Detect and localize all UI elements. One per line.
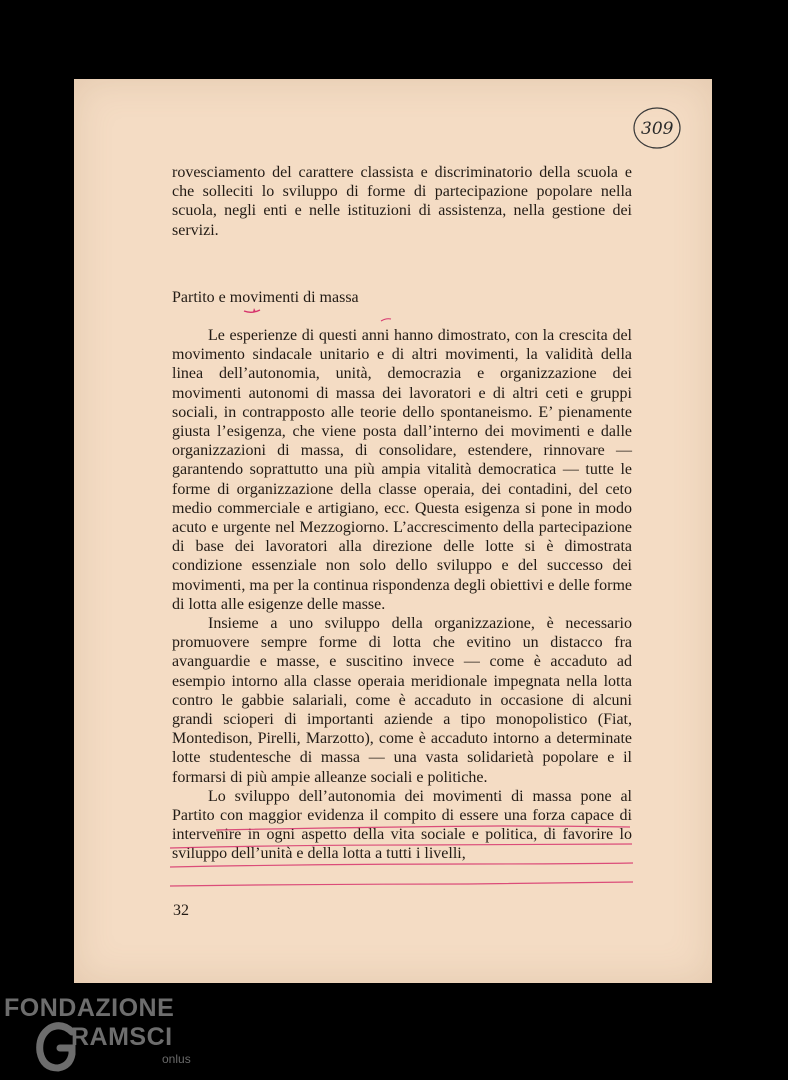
logo-subtitle: onlus (162, 1052, 191, 1066)
paragraph-1: rovesciamento del carattere classista e discriminatorio della scuola e che solleciti lo sviluppo di forme di partecipazione popolare nella scuola, negli enti e nelle istituzioni di assistenza, nella gestione dei servizi. (172, 164, 632, 239)
handwritten-heading-mark (240, 305, 400, 327)
red-underline-annotation (168, 818, 638, 888)
archive-number-mark (632, 104, 682, 150)
paragraph-3: Insieme a uno sviluppo della organizzazione, è necessario promuovere sempre forme di lotta che evitino un distacco fra avanguardie e masse, e suscitino invece — come è accaduto ad esempio intorno alla classe operaia meridionale impegnata nella lotta contro le gabbie salariali, come è accaduto in occasione di alcuni grandi scioperi di importanti aziende a tipo monopolistico (Fiat, Montedison, Pirelli, Marzotto), come è accaduto intorno a determinate lotte studentesche di massa — una vasta solidarietà popolare e il formarsi di più ampie alleanze sociali e politiche. (172, 615, 632, 786)
fondazione-gramsci-logo (4, 994, 204, 1078)
paragraph-2: Le esperienze di questi anni hanno dimostrato, con la crescita del movimento sindacale unitario e di altri movimenti, la validità della linea dell’autonomia, unità, democrazia e organizzazione dei movimenti autonomi di massa dei lavoratori e di altri ceti e gruppi sociali, in contrapposto alle teorie dello spontaneismo. E’ pienamente giusta l’esigenza, che viene posta dall’interno dei movimenti e dalle organizzazioni di massa, di consolidare, estendere, rinnovare — garantendo soprattutto una più ampia vitalità democratica — tutte le forme di organizzazione della classe operaia, dei contadini, del ceto medio commerciale e artigiano, ecc. Questa esigenza si pone in modo acuto e urgente nel Mezzogiorno. L’accrescimento della partecipazione di base dei lavoratori alla direzione delle lotte si è dimostrata condizione essenziale non solo dello sviluppo e del successo dei movimenti, ma per la continua rispondenza degli obiettivi e delle forme di lotta alle esigenze delle masse. (172, 327, 632, 613)
paragraph-intro (172, 163, 632, 240)
logo-line-2: RAMSCI (71, 1023, 173, 1051)
logo-line-1: FONDAZIONE (4, 994, 175, 1022)
section-heading: Partito e movimenti di massa (172, 289, 359, 306)
section-body (172, 326, 632, 864)
page-number: 32 (173, 902, 189, 919)
paragraph-4: Lo sviluppo dell’autonomia dei movimenti di massa pone al Partito con maggior evidenza il compito di essere una forza capace di intervenire in ogni aspetto della vita sociale e politica, di favorire lo sviluppo dell’unità e della lotta a tutti i livelli, (172, 787, 632, 863)
archive-number: 309 (641, 119, 674, 139)
